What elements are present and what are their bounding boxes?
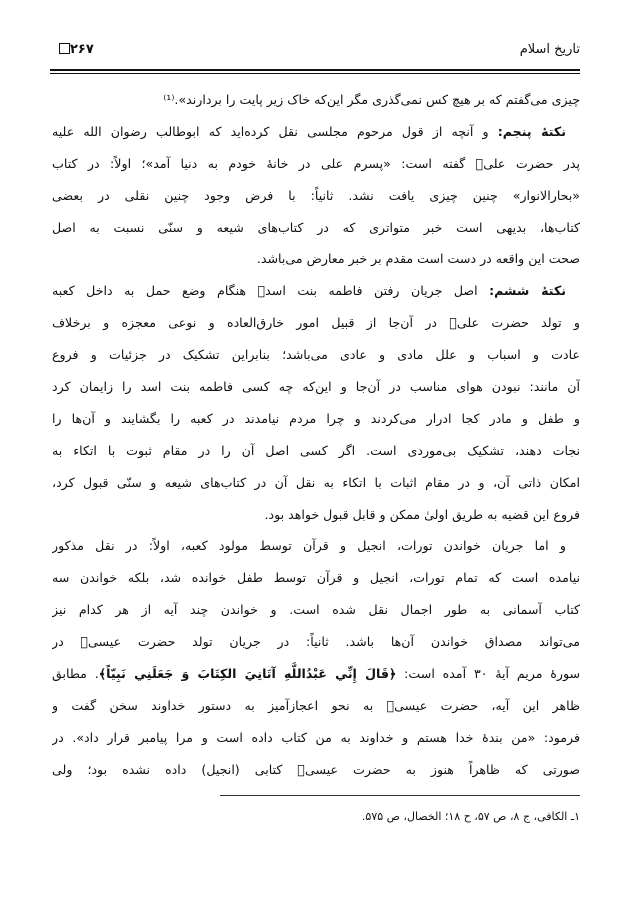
page-number — [54, 42, 94, 57]
text-line: ظاهر این آیه، حضرت عیسیؑ به نحو اعجازآمیز به دستور خداوند سخن گفت و — [52, 697, 580, 713]
book-title: تاریخ اسلام — [519, 42, 580, 57]
text-line: نکتهٔ پنجم: و آنچه از قول مرحوم مجلسی نقل کرده‌اید که ابوطالب رضوان الله علیه — [52, 123, 566, 139]
text-line: امکان ذاتی آن، و در مقام اثبات با اتکاء به نقل آن در کتاب‌های شیعه و سنّی قبول کرد، — [52, 474, 580, 490]
text-line: کتاب آسمانی به طور اجمال نقل شده است. و خواندن چند آیه از هر کدام نیز — [52, 602, 580, 618]
footnote: ۱ـ الکافی، ج ۸، ص ۵۷، ح ۱۸؛ الخصال، ص ۵۷۵. — [361, 810, 580, 823]
text-line: چیزی می‌گفتم که بر هیچ کس نمی‌گذری مگر این‌که خاک زیر پایت را بردارند».⁽¹⁾ — [163, 92, 580, 107]
text-line: و تولد حضرت علیؑ در آن‌جا از قبیل امور خارق‌العاده و نوعی معجزه و برخلاف — [52, 315, 580, 331]
text-line: فروع این قضیه به طریق اولیٰ ممکن و قابل قبول خواهد بود. — [264, 506, 580, 522]
text-line: و طفل و مادر کجا ادرار می‌کردند و چرا مردم نیامدند در کعبه را بگشایند و آن‌ها را — [52, 410, 580, 426]
running-header — [50, 40, 580, 64]
text-line: صحت این واقعه در دست است مقدم بر خبر معارض می‌باشد. — [256, 251, 580, 267]
text-line: نیامده است که تمام تورات، انجیل و قرآن توسط طفل خوانده شد، بلکه خواندن سه — [52, 570, 580, 586]
text-line: فرمود: «من بندهٔ خدا هستم و خداوند به من کتاب داده است و مرا پیامبر قرار داد». در — [52, 729, 580, 745]
text-line: آن مانند: نبودن هوای مناسب در آن‌جا و این‌که چه کسی فاطمه بنت اسد را زایمان کرد — [52, 379, 580, 395]
header-rule-thin — [50, 73, 580, 74]
text-line: و اما جریان خواندن تورات، انجیل و قرآن توسط مولود کعبه، اولاً: در نقل مذکور — [52, 538, 566, 554]
text-line: پدر حضرت علیؑ گفته است: «پسرم علی در خانهٔ خودم به دنیا آمد»؛ اولاً: در کتاب — [52, 155, 580, 171]
text-line: می‌تواند مصداق خواندن آن‌ها باشد. ثانیاً: در جریان تولد حضرت عیسیؑ در — [52, 634, 580, 650]
quran-verse: ﴿قَالَ إِنِّي عَبْدُاللَّهِ آتَانِيَ الكِتَابَ وَ جَعَلَنِي نَبِيّاً﴾ — [98, 666, 397, 682]
text-line: صورتی که ظاهراً هنوز به حضرت عیسیؑ کتابی (انجیل) داده نشده بود؛ ولی — [52, 761, 580, 777]
text-line: «بحارالانوار» چنین چیزی یافت نشد. ثانیاً: با فرض وجود چنین نقلی در بعضی — [52, 187, 580, 203]
text-line: نکتهٔ ششم: اصل جریان رفتن فاطمه بنت اسدؑ هنگام وضع حمل به داخل کعبه — [52, 283, 566, 299]
text-line: نجات دهند، تشکیک بی‌موردی است. اگر کسی اصل آن را در مقام ثبوت با اتکاء به — [52, 442, 580, 458]
body-text — [52, 84, 580, 786]
page-number-text: ۲۶۷ — [70, 42, 94, 57]
text-line: عادت و اسباب و علل مادی و عادی می‌باشد؛ بنابراین تشکیک در جزئیات و فروع — [52, 347, 580, 363]
text-line: سورهٔ مریم آیهٔ ۳۰ آمده است: ﴿قَالَ إِنِّي عَبْدُاللَّهِ آتَانِيَ الكِتَابَ وَ جَعَلَنِي نَبِيّاً﴾. مطابق — [52, 666, 580, 682]
footnote-rule — [220, 795, 580, 796]
text-line: کتاب‌ها، بدیهی است خبر متواتری که در کتاب‌های شیعه و سنّی نسبت به اصل — [52, 219, 580, 235]
header-rule — [50, 69, 580, 71]
square-ornament-icon — [59, 43, 70, 54]
